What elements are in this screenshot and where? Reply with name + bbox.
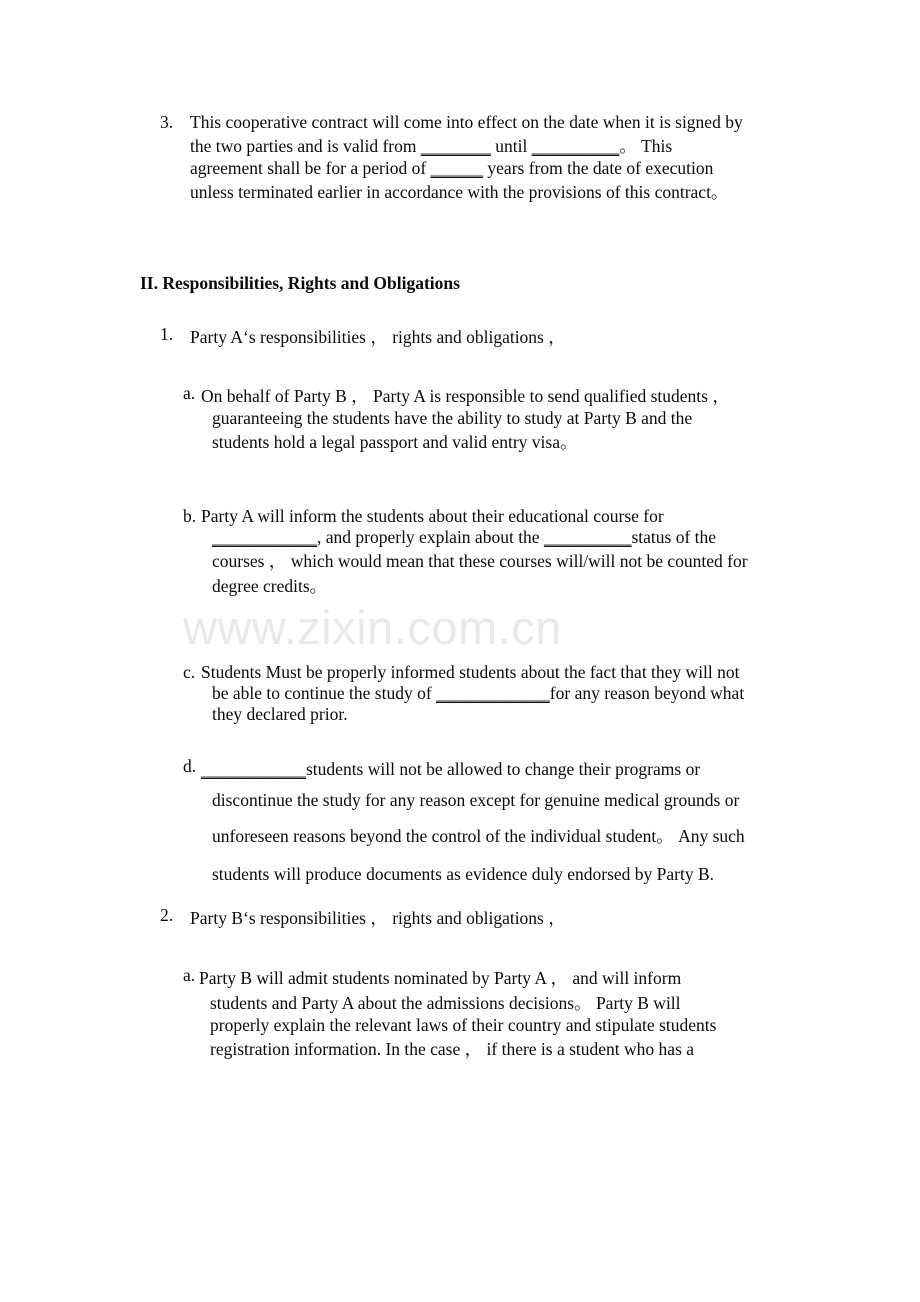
clause-3-line-2 <box>190 133 800 158</box>
item-b-blank-course[interactable]: ____________ <box>212 527 317 547</box>
item-a-line-1: On behalf of Party B ， Party A is responsible to send qualified students ， <box>201 386 730 406</box>
item-c-line-2-text-a: be able to continue the study of <box>212 683 437 703</box>
item-a-line-3: students hold a legal passport and valid entry visa。 <box>212 432 578 452</box>
section-heading-responsibilities: II. Responsibilities, Rights and Obligations <box>140 273 460 293</box>
item-b-line-1: Party A will inform the students about their educational course for <box>201 506 664 526</box>
item-a <box>183 383 803 454</box>
clause-3-line-2-text-a: the two parties and is valid from <box>190 136 421 156</box>
item-d-body <box>201 756 803 893</box>
item-a-line-2: guaranteeing the students have the ability to study at Party B and the <box>212 408 693 428</box>
item-a-marker: a. <box>183 383 196 403</box>
item-2a <box>183 965 803 1061</box>
item-b-line-2 <box>212 527 803 548</box>
item-b-line-4: degree credits。 <box>212 576 328 596</box>
item-c-marker: c. <box>183 662 196 682</box>
clause-3-blank-until[interactable]: __________ <box>531 136 620 156</box>
item-2a-marker: a. <box>183 965 196 985</box>
item-b-line-2-text-a: , and properly explain about the <box>317 527 544 547</box>
item-2a-line-3: properly explain the relevant laws of their country and stipulate students <box>210 1015 717 1035</box>
item-c <box>183 662 803 725</box>
item-c-line-3: they declared prior. <box>212 704 348 724</box>
clause-2-text: Party B‘s responsibilities ， rights and obligations ， <box>190 908 566 928</box>
clause-3-line-1: This cooperative contract will come into effect on the date when it is signed by <box>190 112 743 132</box>
clause-3-body <box>190 112 800 204</box>
clause-3-line-2-text-b: until <box>490 136 532 156</box>
item-c-blank-study[interactable]: _____________ <box>436 683 550 703</box>
item-c-line-2 <box>212 683 803 704</box>
item-b-line-3: courses ， which would mean that these courses will/will not be counted for <box>212 551 748 571</box>
item-d-marker: d. <box>183 756 197 776</box>
clause-3 <box>160 112 800 204</box>
item-d-line-2: discontinue the study for any reason except for genuine medical grounds or <box>212 790 740 810</box>
item-d-line-4: students will produce documents as evidence duly endorsed by Party B. <box>212 864 715 884</box>
clause-3-marker: 3. <box>160 112 174 132</box>
item-c-line-1: Students Must be properly informed students about the fact that they will not <box>201 662 740 682</box>
clause-3-blank-years[interactable]: ______ <box>430 158 484 178</box>
item-d-line-1-text: students will not be allowed to change their programs or <box>306 759 701 779</box>
item-2a-line-2: students and Party A about the admissions decisions。 Party B will <box>210 993 681 1013</box>
item-b-line-2-text-b: status of the <box>631 527 717 547</box>
clause-3-line-2-text-c: 。 This <box>619 136 673 156</box>
clause-3-line-3 <box>190 158 800 179</box>
item-d-blank-students[interactable]: ____________ <box>201 759 306 779</box>
site-watermark: www.zixin.com.cn <box>183 601 562 654</box>
item-b-body <box>201 506 803 598</box>
item-2a-body <box>199 965 803 1061</box>
clause-1-body <box>190 324 800 349</box>
clause-1-marker: 1. <box>160 324 174 344</box>
item-b-marker: b. <box>183 506 197 526</box>
item-2a-line-4: registration information. In the case ， if there is a student who has a <box>210 1039 695 1059</box>
item-b <box>183 506 803 598</box>
item-d-line-1 <box>201 756 803 783</box>
clause-2 <box>160 905 800 930</box>
clause-3-line-3-text-a: agreement shall be for a period of <box>190 158 431 178</box>
item-c-body <box>201 662 803 725</box>
clause-1 <box>160 324 800 349</box>
clause-2-marker: 2. <box>160 905 174 925</box>
clause-1-text: Party A‘s responsibilities ， rights and obligations ， <box>190 327 566 347</box>
clause-3-blank-from[interactable]: ________ <box>420 136 491 156</box>
item-2a-line-1: Party B will admit students nominated by Party A ， and will inform <box>199 968 682 988</box>
item-c-line-2-text-b: for any reason beyond what <box>549 683 745 703</box>
item-d-line-3: unforeseen reasons beyond the control of the individual student。 Any such <box>212 826 745 846</box>
clause-3-line-3-text-b: years from the date of execution <box>483 158 714 178</box>
item-a-body <box>201 383 803 454</box>
clause-2-body <box>190 905 800 930</box>
clause-3-line-4: unless terminated earlier in accordance with the provisions of this contract。 <box>190 182 729 202</box>
item-d <box>183 756 803 893</box>
item-b-blank-status[interactable]: __________ <box>543 527 632 547</box>
